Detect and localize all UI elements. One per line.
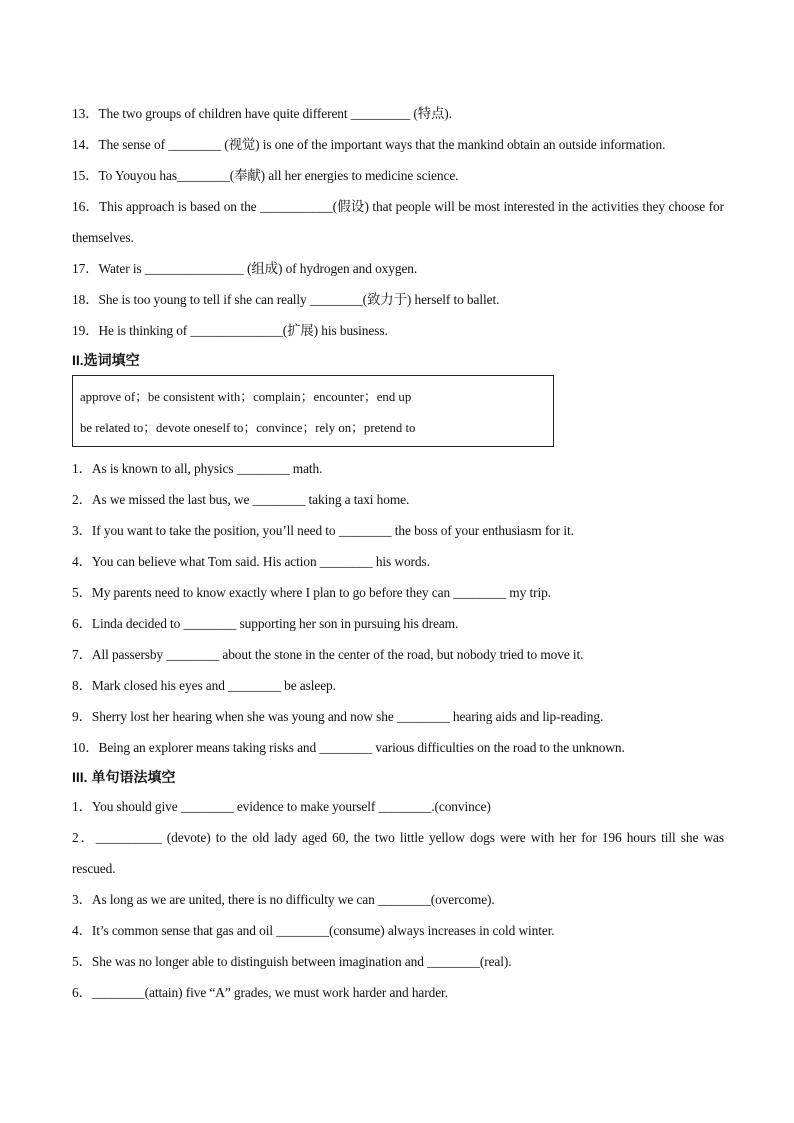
word-choice-question-6: 6．Linda decided to ________ supporting her son in pursuing his dream. xyxy=(72,616,459,631)
worksheet-page xyxy=(72,98,724,1008)
grammar-question-3: 3．As long as we are united, there is no difficulty we can ________(overcome). xyxy=(72,892,495,907)
question-14: 14．The sense of ________ (视觉) is one of the important ways that the mankind obtain an outside information. xyxy=(72,137,666,152)
question-17: 17．Water is _______________ (组成) of hydrogen and oxygen. xyxy=(72,261,418,276)
word-choice-question-2: 2．As we missed the last bus, we ________ taking a taxi home. xyxy=(72,492,410,507)
word-choice-question-10: 10．Being an explorer means taking risks and ________ various difficulties on the road to the unknown. xyxy=(72,740,625,755)
grammar-question-6: 6．________(attain) five “A” grades, we must work harder and harder. xyxy=(72,985,448,1000)
question-13: 13．The two groups of children have quite different _________ (特点). xyxy=(72,106,452,121)
question-15: 15．To Youyou has________(奉献) all her energies to medicine science. xyxy=(72,168,459,183)
question-16: 16．This approach is based on the ___________(假设) that people will be most interested in the activities they choose for themselves. xyxy=(72,199,724,245)
word-choice-question-9: 9．Sherry lost her hearing when she was young and now she ________ hearing aids and lip-reading. xyxy=(72,709,604,724)
grammar-question-2: 2．__________ (devote) to the old lady aged 60, the two little yellow dogs were with her for 196 hours till she was rescued. xyxy=(72,830,724,876)
question-18: 18．She is too young to tell if she can really ________(致力于) herself to ballet. xyxy=(72,292,500,307)
word-bank-box xyxy=(72,375,554,447)
word-choice-question-5: 5．My parents need to know exactly where I plan to go before they can ________ my trip. xyxy=(72,585,551,600)
grammar-question-1: 1．You should give ________ evidence to make yourself ________.(convince) xyxy=(72,799,491,814)
word-bank-line-1: approve of；be consistent with；complain；encounter；end up xyxy=(80,390,412,404)
grammar-question-4: 4．It’s common sense that gas and oil ________(consume) always increases in cold winter. xyxy=(72,923,555,938)
grammar-question-5: 5．She was no longer able to distinguish between imagination and ________(real). xyxy=(72,954,512,969)
word-bank-line-2: be related to；devote oneself to；convince；rely on；pretend to xyxy=(80,421,416,435)
word-choice-question-7: 7．All passersby ________ about the stone in the center of the road, but nobody tried to move it. xyxy=(72,647,584,662)
word-choice-question-1: 1．As is known to all, physics ________ math. xyxy=(72,461,323,476)
word-choice-question-8: 8．Mark closed his eyes and ________ be asleep. xyxy=(72,678,336,693)
word-choice-question-3: 3．If you want to take the position, you’ll need to ________ the boss of your enthusiasm for it. xyxy=(72,523,574,538)
word-choice-question-4: 4．You can believe what Tom said. His action ________ his words. xyxy=(72,554,430,569)
section-heading-grammar-fill: III. 单句语法填空 xyxy=(72,769,176,785)
section-heading-word-choice: II.选词填空 xyxy=(72,352,140,368)
question-19: 19．He is thinking of ______________(扩展) his business. xyxy=(72,323,388,338)
